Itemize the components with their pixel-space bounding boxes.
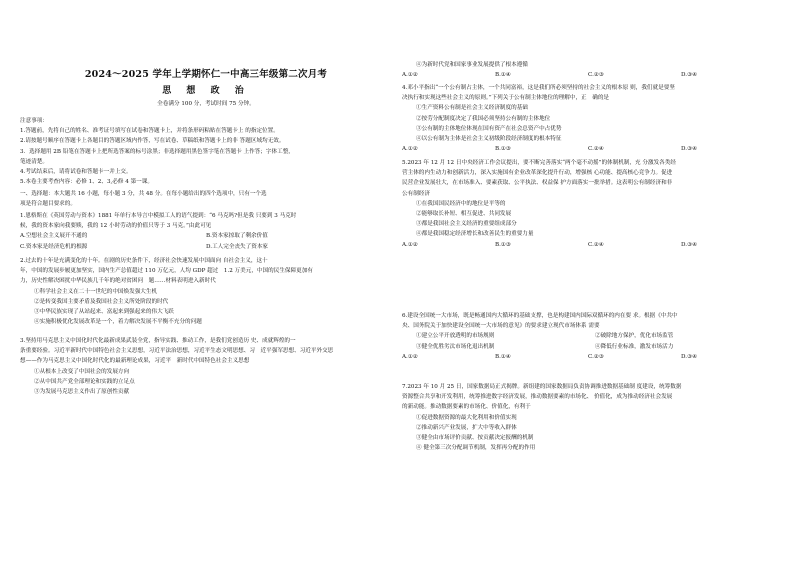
options-row [402,144,774,154]
option-b: B.资本家掠取了剩余价值 [206,233,268,240]
notes-block [20,116,392,187]
option-c: C.②③ [588,353,604,360]
option-c: C.②④ [588,241,604,248]
option-b: B.①③ [495,146,511,153]
question-6 [402,311,774,362]
exam-title: 2024～2025 学年上学期怀仁一中高三年级第二次月考 [84,69,328,80]
option-d: D.③④ [681,72,698,79]
statement-item: ②按劳分配制度决定了我国必须坚持公有制的主体地位 [416,115,551,122]
option-d: D.工人完全丧失了资本家 [206,243,269,250]
question-stem-line: 5.2023 年 12 月 12 日中央经济工作会议提出，要不断完善落实“两个毫不动摇”的体制机制，充 分激发各类经 [402,160,676,166]
question-stem-line: 6.建设全国统一大市场，既是畅通国内大循环的基础支撑，也是构建国内国际双循环的内在要 求。根据《中共中 [402,313,678,319]
question-stem-line: 3.坚持用马克思主义中国化时代化最新成果武装全党，指导实践、推动工作，是我们党创造历 史、成就辉煌的一 [20,338,296,344]
statement-item: ①生产资料公有制是社会主义经济制度的基础 [416,105,528,112]
statement-item: ①建立公平开放透明的市场规则 [416,333,495,340]
option-d: D.③④ [681,353,698,360]
question-stem-line: 力，历史性解决困扰中华民族几千年的绝对贫困问 题……材料表明进入新时代 [20,278,216,285]
section-line: 项是符合题目要求的。 [20,201,76,208]
option-c: C.②③ [588,72,604,79]
statement-item: ④以公有制为主体是社会主义初级阶段经济制度的根本特征 [416,136,562,143]
question-stem-line: 决执行和实现这些社会主义的原则。”下列关于公有制主体地位的理解中，正 确的是 [402,95,610,102]
question-stem-line: 候，我的资本家向我要赎，我的 12 小时劳动的价值只等于 3 马克。”由此可见 [20,223,212,230]
question-3-continued [402,60,774,80]
question-stem-line: 央、国务院关于加快建设全国统一大市场的意见》的要求建立现代市场体系 需要 [402,323,600,330]
question-stem-line: 想——作为马克思主义中国化时代化的最新理论成果，习近平 新时代中国特色社会主义思想 [20,358,250,365]
statement-item: ②破除地方保护，优化市场监管 [595,333,674,340]
section-line: 一、选择题：本大题共 16 小题，每小题 3 分，共 48 分。在每小题给出的四个选项中，只有一个选 [20,191,267,197]
question-stem-line: 年，中国的发展步履更加坚实，国内生产总值超过 110 万亿元，人均 GDP 超过 1.2 万美元，中国的民生保障更加有 [20,268,313,275]
statement-item: ③中华民族实现了从站起来、富起来到强起来的伟大飞跃 [34,309,174,316]
statement-row [402,342,774,352]
exam-meta: 全卷满分 100 分，考试时间 75 分钟。 [157,101,255,107]
note-line: 3．选择题用 2B 铅笔在答题卡上把所选答案的标号涂黑；非选择题用黑色签字笔在答题卡 上作答；字体工整， [20,148,294,155]
statement-item: ③公有制的主体地位体现在国有资产在社会总资产中占优势 [416,125,562,132]
option-a: A.空想社会主义展开不通的 [20,233,88,240]
statement-item: ①促进数据资源的最大化利用和价值实现 [416,414,517,421]
note-line: 笔迹清楚。 [20,158,48,165]
statement-item: ①从根本上改变了中国社会的发展方向 [34,368,130,375]
options-row [402,240,774,250]
statement-item: ③健全由市场评价贡献、按贡献决定报酬的机制 [416,435,534,442]
statement-item: ②从中国共产党全部理论和实践的立足点 [34,378,135,385]
statement-item: ③都是我国社会主义经济的重要组成部分 [416,221,517,228]
question-stem-line: 营主体的内生动力和创新活力，深入实施国有企业改革深化提升行动，增强核 心功能、提高核心竞争力。促进 [402,170,673,177]
option-b: B.①③ [495,241,511,248]
subject-title: 思 想 政 治 [162,86,250,96]
section-one-heading [20,189,392,209]
question-2 [20,256,392,327]
question-stem-line: 资源整合共享和开发利用，统筹推进数字经济发展，推动数据要素的市场化、 价值化，成为推动经济社会发展 [402,394,673,401]
question-stem-line: 7.2023 年 10 月 25 日，国家数据局正式揭牌。新组建的国家数据局负责协调推进数据基础制 度建设，统筹数据 [402,384,682,390]
question-7 [402,382,774,453]
option-b: B.①④ [495,72,511,79]
option-c: C.资本家是经济危机的根源 [20,243,88,250]
option-a: A.①② [402,146,418,153]
statement-item: ③健全优胜劣汰市场化退出机制 [416,343,495,350]
statement-item: ①科学社会主义在二十一世纪的中国焕发强大生机 [34,288,158,295]
option-a: A.①② [402,353,418,360]
question-stem-line: 公有制经济 [402,190,430,197]
options-row [20,231,392,241]
option-d: D.③④ [681,146,698,153]
statement-item: ②推动新兴产业发展，扩大中等收入群体 [416,424,517,431]
statement-item: ①在我国国民经济中的地位是平等的 [416,200,506,207]
statement-item: ②是转变我国主要矛盾及我国社会主义所处阶段的时代 [34,298,169,305]
options-row [402,352,774,362]
statement-item: ④ 健全第三次分配调节机制，发挥再分配的作用 [416,445,536,452]
question-5 [402,158,774,250]
question-stem-line: 2.过去的十年是充满变化的十年。在剧的历史条件下，经济社会快速发展中国面向 自社会主义，这十 [20,258,268,264]
option-d: D.③④ [681,241,698,248]
option-b: B.①④ [495,353,511,360]
question-1 [20,211,392,252]
statement-item: ④降低行业标准，激发市场活力 [595,343,674,350]
statement-row [402,331,774,341]
question-stem-line: 民营企业发展壮大，在市场准入、要素获取、公平执法、权益保 护方面落实一批举措。这表明公有制经济和非 [402,180,673,187]
question-4 [402,83,774,154]
question-stem-line: 的新动能。推动数据要素的市场化、价值化，有利于 [402,404,531,411]
option-a: A.①② [402,72,418,79]
question-stem-line: 1.恩格斯在《英国劳动与资本》1881 年单行本导言中模拟工人的语气提到：“6 马克吗?但是我 只要到 3 马克时 [20,213,297,219]
note-line: 4.考试结束后，请将试卷和答题卡一并上交。 [20,169,132,176]
options-row [402,70,774,80]
statement-item: ②能够取长补短、相互促进、共同发展 [416,211,512,218]
statement-item: ④都是我国稳定经济增长和改善民生的重要力量 [416,231,534,238]
option-a: A.①② [402,241,418,248]
note-line: 1.答题前，先将自己的姓名、准考证号填写在试卷和答题卡上，并将条形码粘贴在答题卡上 的指定位置。 [20,128,279,135]
note-line: 2.请按题号顺序在答题卡上各题目的答题区域内作答，写在试卷、草稿纸和答题卡上的非 答题区域均无效。 [20,138,285,145]
note-line: 5.本卷主要考查内容：必修 1、2、3,必修 4 第一课。 [20,179,153,186]
statement-item: ③为发展马克思主义作出了原创性贡献 [34,389,130,396]
statement-item: ④为新时代党和国家事业发展提供了根本遵循 [416,62,528,68]
option-c: C.②④ [588,146,604,153]
notes-heading: 注意事项： [20,118,48,124]
options-row [20,242,392,252]
question-stem-line: 4.邓小平指出“一个公有制占主体，一个共同富裕，这是我们所必须坚持的社会主义的根本原 则，我们就是要坚 [402,85,675,91]
statement-item: ④实施积极优化发展改革是一个，着力解决发展不平衡不充分的问题 [34,319,202,326]
question-3 [20,336,392,397]
question-stem-line: 条重要经验。习近平新时代中国特色社会主义思想，习近平法治思想，习近平生态文明思想、习 近平强军思想、习近平外交思 [20,348,334,355]
